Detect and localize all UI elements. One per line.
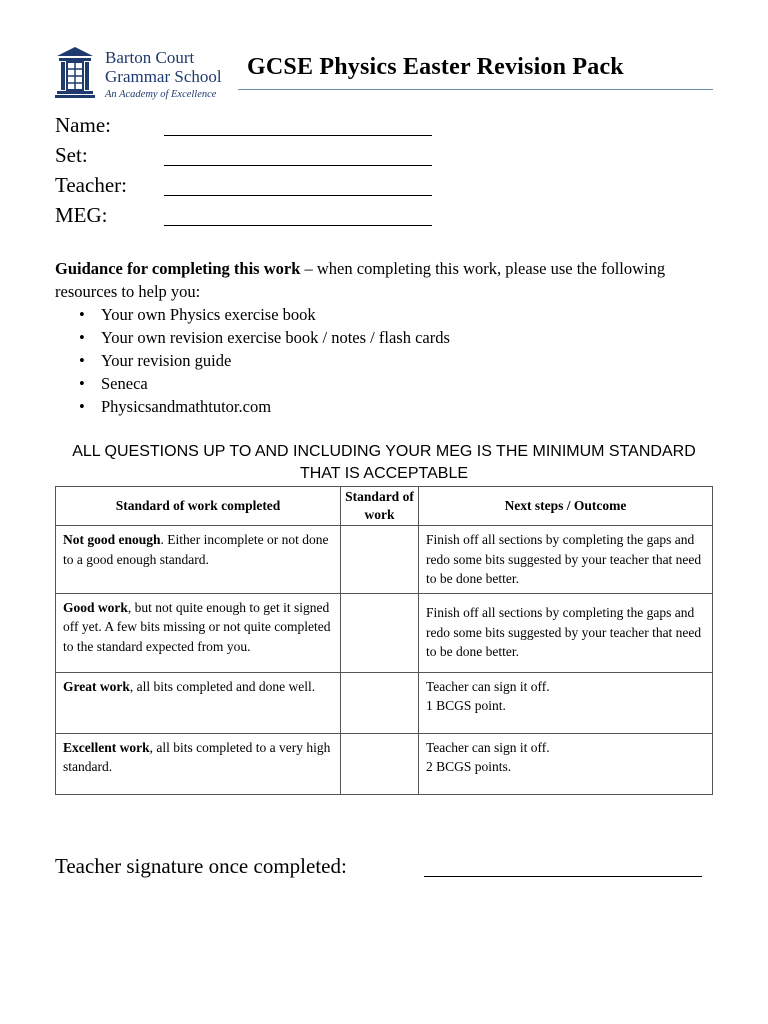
list-item: • Your revision guide — [101, 349, 715, 372]
standard-description — [56, 593, 341, 672]
resource-list — [55, 303, 715, 418]
standard-checkbox-cell[interactable] — [341, 672, 419, 733]
teacher-signature-label: Teacher signature once completed: — [55, 854, 347, 878]
signature-blank-line[interactable] — [424, 876, 702, 877]
outcome-cell — [419, 672, 713, 733]
guidance-intro — [55, 257, 715, 303]
standard-level: Good work — [63, 599, 128, 615]
document-title: GCSE Physics Easter Revision Pack — [247, 54, 624, 80]
field-blank-line — [164, 225, 432, 226]
standard-description — [56, 733, 341, 794]
outcome-line: Teacher can sign it off. — [426, 678, 550, 694]
standards-table — [55, 486, 713, 795]
minimum-standard-heading: ALL QUESTIONS UP TO AND INCLUDING YOUR MEG IS THE MINIMUM STANDARD THAT IS ACCEPTABLE — [72, 443, 696, 482]
header-next-steps: Next steps / Outcome — [419, 487, 713, 526]
field-label: MEG: — [55, 203, 108, 227]
school-logo — [55, 44, 240, 102]
standard-description — [56, 672, 341, 733]
standard-level: Not good enough — [63, 532, 161, 547]
standard-checkbox-cell[interactable] — [341, 526, 419, 594]
outcome-line: 1 BCGS point. — [426, 698, 506, 713]
table-header-row — [56, 487, 713, 526]
field-blank-line — [164, 195, 432, 196]
header-standard-of-work-completed: Standard of work completed — [56, 487, 341, 526]
standard-level: Excellent work — [63, 739, 150, 755]
table-row — [56, 733, 713, 794]
school-name-line2: Grammar School — [105, 67, 222, 86]
school-tagline: An Academy of Excellence — [105, 89, 217, 100]
list-item: • Seneca — [101, 372, 715, 395]
standard-detail: , but not quite enough to get it signed off yet. A few bits missing or not quite completed to the standard expected from you. — [63, 599, 331, 654]
header-standard-of-work: Standard of work — [341, 487, 419, 526]
standard-checkbox-cell[interactable] — [341, 593, 419, 672]
school-name-line1: Barton Court — [105, 48, 195, 67]
standard-detail: . Either incomplete or not done to a good enough standard. — [63, 532, 329, 567]
list-item: • Physicsandmathtutor.com — [101, 395, 715, 418]
table-row — [56, 593, 713, 672]
field-blank-line — [164, 165, 432, 166]
field-label: Set: — [55, 143, 88, 167]
title-divider — [238, 89, 713, 90]
outcome-cell — [419, 733, 713, 794]
standard-level: Great work — [63, 678, 130, 694]
field-label: Name: — [55, 113, 111, 137]
school-building-icon — [55, 46, 95, 98]
table-row — [56, 526, 713, 594]
standard-description — [56, 526, 341, 594]
list-item: • Your own Physics exercise book — [101, 303, 715, 326]
table-row — [56, 672, 713, 733]
field-blank-line — [164, 135, 432, 136]
outcome-line: 2 BCGS points. — [426, 759, 512, 774]
standard-checkbox-cell[interactable] — [341, 733, 419, 794]
guidance-section — [55, 257, 715, 418]
outcome-line: Teacher can sign it off. — [426, 739, 550, 755]
list-item: • Your own revision exercise book / notes / flash cards — [101, 326, 715, 349]
field-label: Teacher: — [55, 173, 127, 197]
outcome-cell: Finish off all sections by completing the gaps and redo some bits suggested by your teacher that need to be done better. — [419, 526, 713, 594]
guidance-text: – when completing this work, please use the following resources to help you: — [55, 259, 666, 301]
standard-detail: , all bits completed to a very high standard. — [63, 739, 331, 774]
guidance-heading: Guidance for completing this work — [55, 259, 301, 278]
outcome-cell: Finish off all sections by completing the gaps and redo some bits suggested by your teacher that need to be done better. — [419, 593, 713, 672]
standard-detail: , all bits completed and done well. — [129, 678, 316, 694]
